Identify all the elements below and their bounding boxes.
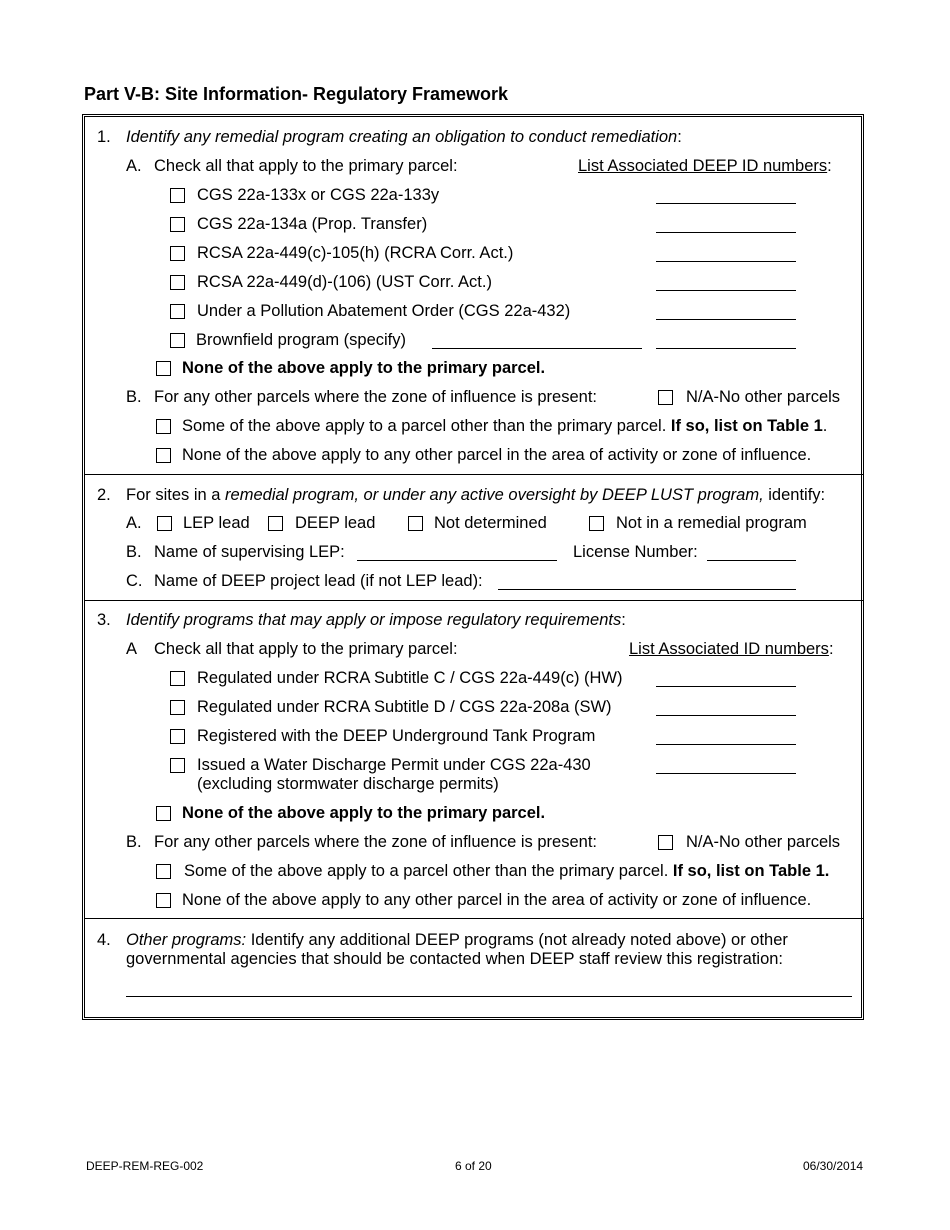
part-b-label: B. <box>126 833 142 851</box>
checkbox-label: CGS 22a-134a (Prop. Transfer) <box>197 215 428 233</box>
id-number-field[interactable] <box>656 715 796 716</box>
form-code: DEEP-REM-REG-002 <box>86 1159 204 1173</box>
page-title: Part V-B: Site Information- Regulatory Framework <box>84 84 509 104</box>
section-divider <box>84 918 863 919</box>
checkbox-label: LEP lead <box>183 514 250 532</box>
checkbox-none-primary[interactable] <box>156 361 171 376</box>
part-c-label: C. <box>126 572 143 590</box>
checkbox-label: Under a Pollution Abatement Order (CGS 22a-432) <box>197 302 571 320</box>
checkbox-label: N/A-No other parcels <box>686 388 841 406</box>
part-a-label: A. <box>126 157 142 175</box>
deep-lead-field[interactable] <box>498 589 796 590</box>
section-question: Identify any remedial program creating an obligation to conduct remediation: <box>126 128 682 146</box>
checkbox-label: Not determined <box>434 514 547 532</box>
checkbox-label: None of the above apply to any other parcel in the area of activity or zone of influence. <box>182 446 812 464</box>
id-number-field[interactable] <box>656 203 796 204</box>
license-number-field[interactable] <box>707 560 796 561</box>
checkbox-label: Brownfield program (specify) <box>196 331 406 349</box>
section-number: 1. <box>97 128 111 146</box>
id-number-field[interactable] <box>656 686 796 687</box>
checkbox-label: Issued a Water Discharge Permit under CGS 22a-430 <box>197 756 591 774</box>
checkbox-rcra-c[interactable] <box>170 671 185 686</box>
section-divider <box>84 600 863 601</box>
id-number-field[interactable] <box>656 348 796 349</box>
checkbox-label: Regulated under RCRA Subtitle D / CGS 22a-208a (SW) <box>197 698 612 716</box>
checkbox-some-other-parcel[interactable] <box>156 419 171 434</box>
checkbox-label: N/A-No other parcels <box>686 833 841 851</box>
checkbox-label: None of the above apply to the primary parcel. <box>182 359 546 377</box>
checkbox-pollution-order[interactable] <box>170 304 185 319</box>
section-number: 2. <box>97 486 111 504</box>
deep-lead-label: Name of DEEP project lead (if not LEP lead): <box>154 572 483 590</box>
license-number-label: License Number: <box>573 543 698 561</box>
checkbox-label-line2: (excluding stormwater discharge permits) <box>197 775 499 793</box>
checkbox-water-discharge[interactable] <box>170 758 185 773</box>
checkbox-ust-program[interactable] <box>170 729 185 744</box>
section-question: Identify programs that may apply or impose regulatory requirements: <box>126 611 626 629</box>
checkbox-label: Not in a remedial program <box>616 514 807 532</box>
part-b-label: B. <box>126 388 142 406</box>
checkbox-not-determined[interactable] <box>408 516 423 531</box>
checkbox-ust-corr-act[interactable] <box>170 275 185 290</box>
checkbox-none-other-parcel[interactable] <box>156 448 171 463</box>
part-a-text: Check all that apply to the primary parcel: <box>154 640 458 658</box>
section-number: 3. <box>97 611 111 629</box>
checkbox-label: None of the above apply to any other parcel in the area of activity or zone of influence. <box>182 891 812 909</box>
checkbox-label: RCSA 22a-449(d)-(106) (UST Corr. Act.) <box>197 273 492 291</box>
checkbox-label: Regulated under RCRA Subtitle C / CGS 22a-449(c) (HW) <box>197 669 623 687</box>
section-number: 4. <box>97 931 111 949</box>
part-b-text: For any other parcels where the zone of influence is present: <box>154 388 597 406</box>
part-a-text: Check all that apply to the primary parcel: <box>154 157 458 175</box>
list-header: List Associated DEEP ID numbers: <box>578 157 832 175</box>
id-number-field[interactable] <box>656 319 796 320</box>
checkbox-none-primary[interactable] <box>156 806 171 821</box>
checkbox-label: None of the above apply to the primary parcel. <box>182 804 546 822</box>
section-question: For sites in a remedial program, or under any active oversight by DEEP LUST program, identify: <box>126 486 826 504</box>
checkbox-cgs-133x[interactable] <box>170 188 185 203</box>
checkbox-na-other-parcels[interactable] <box>658 390 673 405</box>
checkbox-deep-lead[interactable] <box>268 516 283 531</box>
checkbox-label: Some of the above apply to a parcel other than the primary parcel. If so, list on Table 1. <box>184 862 830 880</box>
id-number-field[interactable] <box>656 773 796 774</box>
id-number-field[interactable] <box>656 744 796 745</box>
revision-date: 06/30/2014 <box>803 1159 864 1173</box>
section-question: Other programs: Identify any additional DEEP programs (not already noted above) or other <box>126 931 788 949</box>
checkbox-label: Some of the above apply to a parcel other than the primary parcel. If so, list on Table 1. <box>182 417 828 435</box>
lep-name-field[interactable] <box>357 560 557 561</box>
part-b-text: For any other parcels where the zone of influence is present: <box>154 833 597 851</box>
checkbox-label: CGS 22a-133x or CGS 22a-133y <box>197 186 440 204</box>
id-number-field[interactable] <box>656 232 796 233</box>
checkbox-none-other-parcel[interactable] <box>156 893 171 908</box>
part-b-label: B. <box>126 543 142 561</box>
section-question-line2: governmental agencies that should be contacted when DEEP staff review this registration: <box>126 950 784 968</box>
checkbox-lep-lead[interactable] <box>157 516 172 531</box>
checkbox-label: RCSA 22a-449(c)-105(h) (RCRA Corr. Act.) <box>197 244 514 262</box>
lep-name-label: Name of supervising LEP: <box>154 543 345 561</box>
checkbox-brownfield[interactable] <box>170 333 185 348</box>
checkbox-na-other-parcels[interactable] <box>658 835 673 850</box>
checkbox-not-in-program[interactable] <box>589 516 604 531</box>
section-divider <box>84 474 863 475</box>
other-programs-field[interactable] <box>126 996 852 997</box>
checkbox-some-other-parcel[interactable] <box>156 864 171 879</box>
checkbox-label: DEEP lead <box>295 514 376 532</box>
checkbox-rcra-corr-act[interactable] <box>170 246 185 261</box>
checkbox-rcra-d[interactable] <box>170 700 185 715</box>
id-number-field[interactable] <box>656 290 796 291</box>
id-number-field[interactable] <box>656 261 796 262</box>
part-a-label: A <box>126 640 138 658</box>
part-a-label: A. <box>126 514 142 532</box>
brownfield-specify-field[interactable] <box>432 348 642 349</box>
checkbox-label: Registered with the DEEP Underground Tank Program <box>197 727 596 745</box>
checkbox-cgs-134a[interactable] <box>170 217 185 232</box>
list-header: List Associated ID numbers: <box>629 640 834 658</box>
page-number: 6 of 20 <box>455 1159 492 1173</box>
